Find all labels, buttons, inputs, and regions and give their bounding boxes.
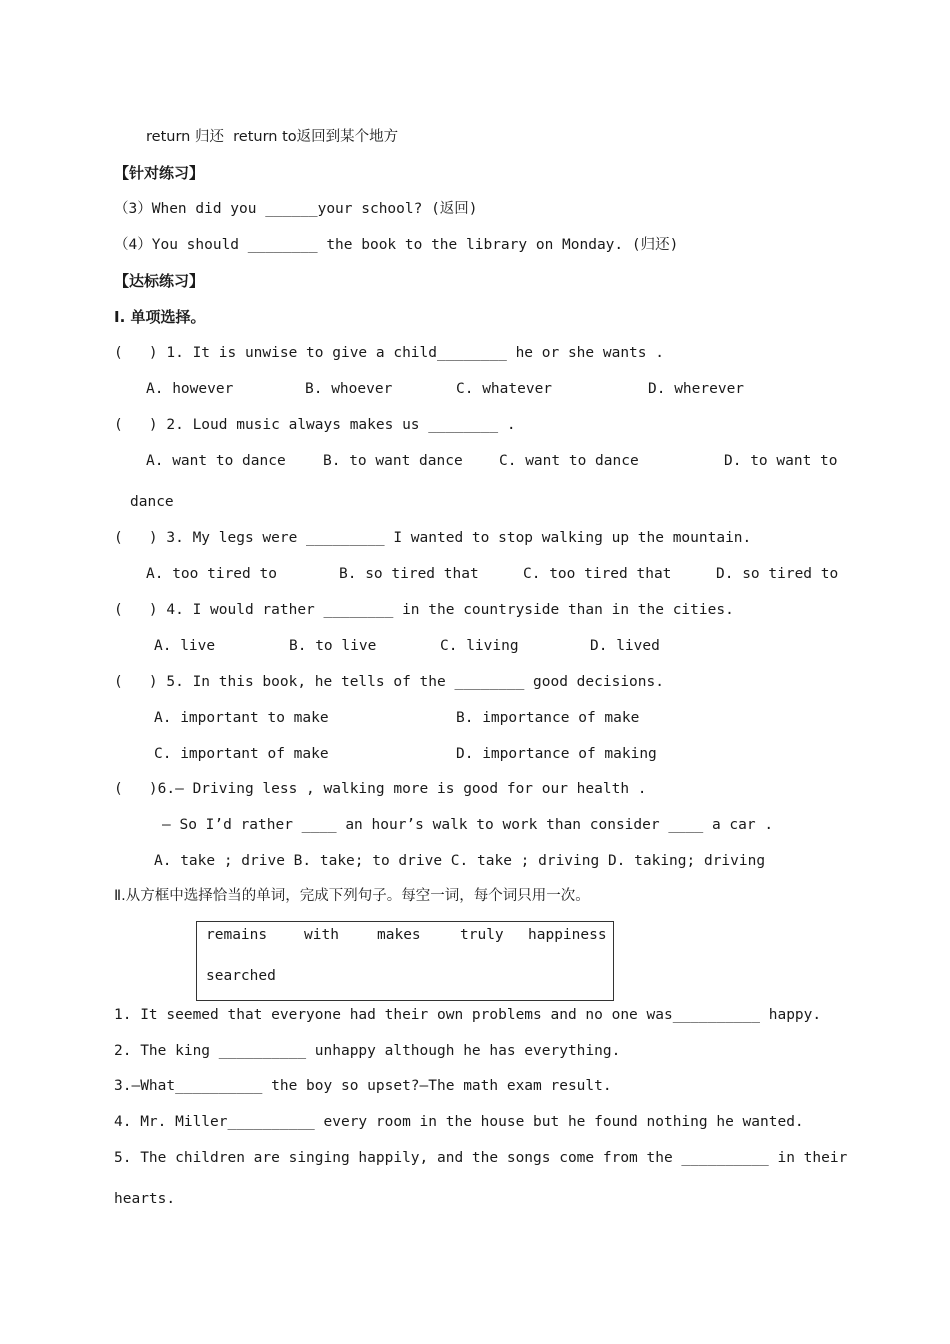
question-4-option-d: D. lived (590, 638, 660, 654)
question-2-option-b: B. to want dance (323, 453, 463, 469)
section1-title: I. 单项选择。 (114, 308, 206, 326)
question-5-option-a: A. important to make (154, 710, 329, 726)
question-2-continuation: dance (130, 494, 174, 510)
question-5-option-d: D. importance of making (456, 746, 657, 762)
question-6-options: A. take ; drive B. take; to drive C. take ; driving D. taking; driving (154, 853, 766, 869)
question-4-option-c: C. living (440, 638, 519, 654)
intro-line: return 归还 return to返回到某个地方 (146, 129, 399, 145)
word-box-item: truly (460, 927, 504, 943)
fill-sentence-1: 1. It seemed that everyone had their own problems and no one was__________ happy. (114, 1007, 822, 1023)
question-5-stem: ( ) 5. In this book, he tells of the ________ good decisions. (114, 674, 664, 690)
practice-heading: 【针对练习】 (114, 164, 205, 182)
question-3-option-d: D. so tired to (716, 566, 839, 582)
question-3-option-c: C. too tired that (523, 566, 672, 582)
fill-sentence-4: 4. Mr. Miller__________ every room in the house but he found nothing he wanted. (114, 1114, 804, 1130)
question-3-option-b: B. so tired that (339, 566, 479, 582)
question-2-option-a: A. want to dance (146, 453, 286, 469)
section2-title: Ⅱ.从方框中选择恰当的单词，完成下列句子。每空一词，每个词只用一次。 (114, 888, 590, 904)
question-2-option-d: D. to want to (724, 453, 838, 469)
question-1-option-d: D. wherever (648, 381, 745, 397)
word-box-item: remains (206, 927, 268, 943)
fill-sentence-3: 3.—What__________ the boy so upset?—The math exam result. (114, 1078, 612, 1094)
mastery-heading: 【达标练习】 (114, 272, 205, 290)
question-6-stem: ( )6.— Driving less , walking more is good for our health . (114, 781, 647, 797)
question-1-option-a: A. however (146, 381, 234, 397)
question-4-option-a: A. live (154, 638, 216, 654)
question-5-option-b: B. importance of make (456, 710, 640, 726)
fill-sentence-5-continuation: hearts. (114, 1191, 176, 1207)
question-4-option-b: B. to live (289, 638, 377, 654)
question-2-stem: ( ) 2. Loud music always makes us ________ . (114, 417, 516, 433)
fill-sentence-2: 2. The king __________ unhappy although he has everything. (114, 1043, 621, 1059)
word-box-item: searched (206, 968, 276, 984)
word-box-item: happiness (528, 927, 607, 943)
word-box-item: makes (377, 927, 421, 943)
fill-sentence-5: 5. The children are singing happily, and the songs come from the __________ in their (114, 1150, 848, 1166)
practice-question-3: （3）When did you ______your school? (返回) (114, 201, 478, 217)
word-box-item: with (304, 927, 339, 943)
question-4-stem: ( ) 4. I would rather ________ in the countryside than in the cities. (114, 602, 734, 618)
question-6-line-2: — So I’d rather ____ an hour’s walk to work than consider ____ a car . (162, 817, 774, 833)
question-3-option-a: A. too tired to (146, 566, 277, 582)
question-3-stem: ( ) 3. My legs were _________ I wanted to stop walking up the mountain. (114, 530, 752, 546)
question-1-option-b: B. whoever (305, 381, 393, 397)
question-1-option-c: C. whatever (456, 381, 553, 397)
practice-question-4: （4）You should ________ the book to the library on Monday. (归还) (114, 237, 679, 253)
question-1-stem: ( ) 1. It is unwise to give a child________ he or she wants . (114, 345, 664, 361)
question-5-option-c: C. important of make (154, 746, 329, 762)
question-2-option-c: C. want to dance (499, 453, 639, 469)
